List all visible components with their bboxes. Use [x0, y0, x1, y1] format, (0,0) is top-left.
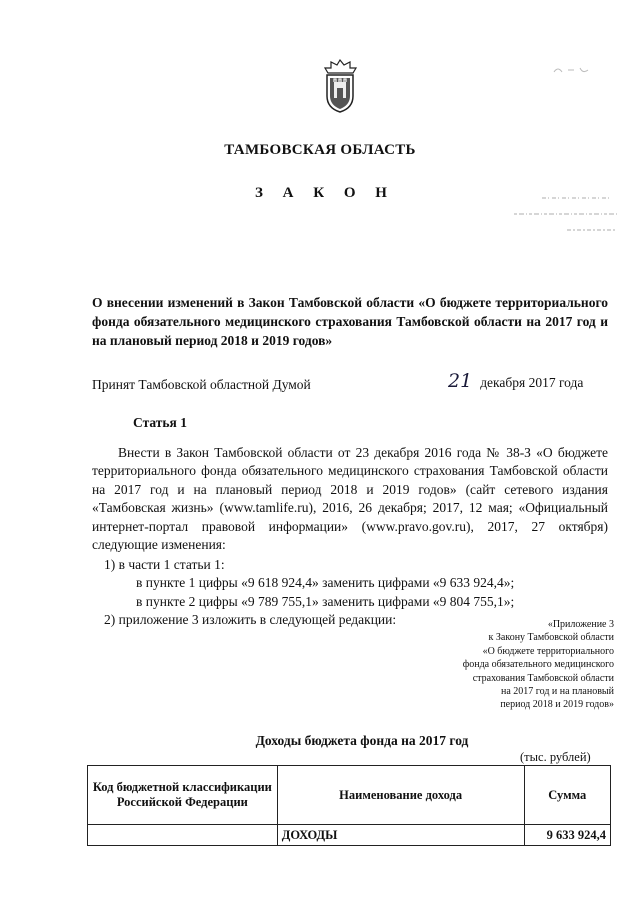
article-heading: Статья 1	[133, 415, 187, 430]
document-type: З А К О Н	[255, 185, 395, 201]
annex-line: период 2018 и 2019 годов»	[500, 699, 614, 711]
list-item: 1) в части 1 статьи 1:	[104, 557, 225, 572]
adoption-date	[448, 370, 583, 392]
revenue-table	[87, 765, 611, 846]
annex-reference	[380, 618, 614, 712]
annex-line: на 2017 год и на плановый	[500, 686, 614, 698]
annex-line: к Закону Тамбовской области	[488, 632, 614, 644]
cell-name: ДОХОДЫ	[277, 825, 524, 846]
annex-line: фонда обязательного медицинского	[462, 659, 614, 671]
faint-mark	[552, 62, 592, 78]
article-intro: Внести в Закон Тамбовской области от 23 декабря 2016 года № 38-З «О бюджете территориального фонда обязательного медицинского страхования Тамбовской области на 2017 год и на плановый период 2018 и 2019 годов» (сайт сетевого издания «Тамбовская жизнь» (www.tamlife.ru), 2016, 26 декабря; 2017, 12 мая; «Официальный интернет-портал правовой информации» (www.pravo.gov.ru), 2017, 27 октября) следующие изменения:	[92, 445, 608, 553]
table-units: (тыс. рублей)	[520, 750, 591, 764]
region-heading: ТАМБОВСКАЯ ОБЛАСТЬ	[224, 142, 416, 158]
cell-code	[88, 825, 278, 846]
annex-line: «Приложение 3	[547, 619, 614, 630]
list-item: в пункте 1 цифры «9 618 924,4» заменить цифрами «9 633 924,4»;	[136, 575, 515, 591]
table-row	[88, 825, 611, 846]
annex-line: страхования Тамбовской области	[472, 672, 614, 684]
coat-of-arms-emblem	[320, 58, 360, 114]
annex-line: «О бюджете территориального	[482, 645, 614, 657]
list-item: 2) приложение 3 изложить в следующей редакции:	[104, 612, 397, 628]
header-code: Код бюджетной классификации Российской Федерации	[88, 766, 278, 825]
adoption-day-handwritten: 21	[448, 370, 473, 392]
list-item: в пункте 2 цифры «9 789 755,1» заменить цифрами «9 804 755,1»;	[136, 593, 515, 609]
header-name: Наименование дохода	[277, 766, 524, 825]
cell-amount: 9 633 924,4	[524, 825, 610, 846]
adoption-text: Принят Тамбовской областной Думой	[92, 377, 311, 392]
header-amount: Сумма	[524, 766, 610, 825]
law-title: О внесении изменений в Закон Тамбовской области «О бюджете территориального фонда обязательного медицинского страхования Тамбовской области на 2017 год и на плановый период 2018 и 2019 годов»	[92, 295, 608, 348]
table-header-row	[88, 766, 611, 825]
adoption-date-rest: декабря 2017 года	[480, 375, 584, 390]
table-title: Доходы бюджета фонда на 2017 год	[255, 733, 469, 748]
